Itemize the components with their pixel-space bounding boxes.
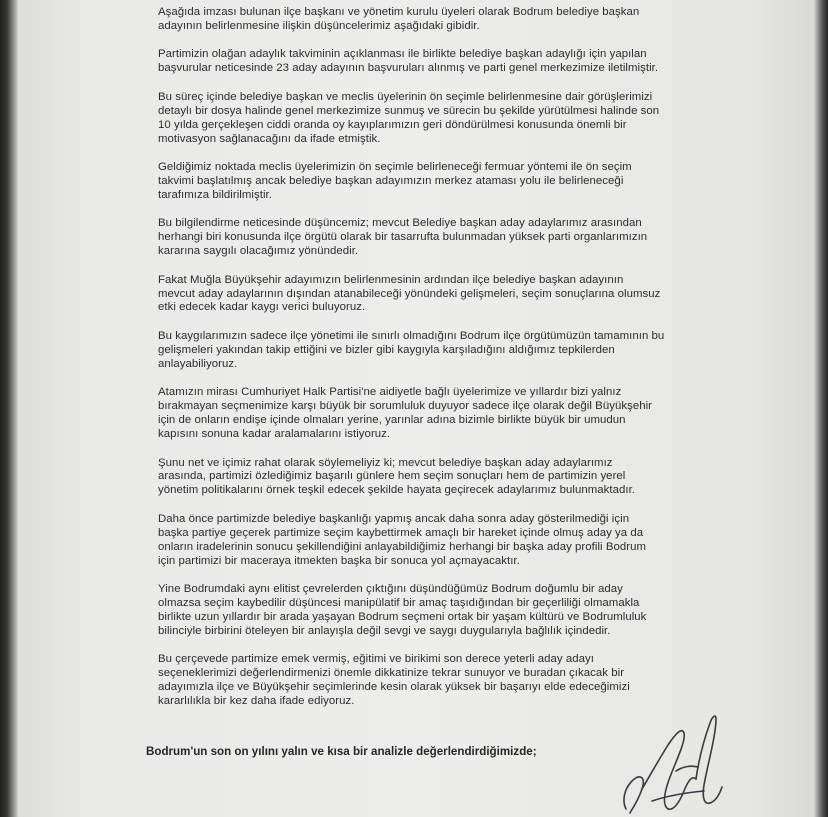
text-line: arasında, partimizi özlediğimiz başarılı günlere hem seçim sonuçları hem de partimizin yerel [158,470,626,483]
text-line: onların iradelerinin sonucu şekillendiğini anlayabildiğimiz herhangi bir başka aday profili Bodrum [158,540,647,553]
letter-body [158,6,718,723]
text-line: detaylı bir dosya halinde genel merkezimize sunmuş ve sürecin bu şekilde yürütülmesi halinde son [158,104,660,117]
paragraph [158,91,718,147]
text-line: gelişmeleri yakından takip ettiğini ve bizler gibi kaygıyla karşıladığını aldığımız tepkilerden [158,343,615,356]
text-line: adayının belirlenmesine ilişkin düşüncelerimiz aşağıdaki gibidir. [158,19,480,32]
paragraph [158,161,718,203]
text-line: Bu kaygılarımızın sadece ilçe yönetimi ile sınırlı olmadığını Bodrum ilçe örgütümüzün tamamının bu [158,329,665,342]
paragraph [158,457,718,499]
text-line: için de onların endişe içinde olmaları yerine, yarınlar adına bizimle birlikte büyük bir umudun [158,414,626,427]
paragraph [158,330,718,372]
text-line: tarafımıza bildirilmiştir. [158,188,272,201]
paragraph [158,217,718,259]
text-line: takvimi başlatılmış ancak belediye başkan adayımızın merkez ataması yolu ile belirleneceği [158,174,624,187]
text-line: Atamızın mirası Cumhuriyet Halk Partisi'ne aidiyetle bağlı üyelerimize ve yıllardır bizi yalnız [158,386,622,399]
text-line: kapısını sonuna kadar aralamalarını istiyoruz. [158,428,391,440]
paragraph [158,274,718,316]
photo-edge-right [814,0,828,817]
text-line: başvurular neticesinde 23 aday adayının başvuruları alınmış ve parti genel merkezimize iletilmiştir. [158,62,659,75]
paragraph [158,513,718,569]
text-line: kararlılıkla bir kez daha ifade ediyoruz. [158,694,355,707]
text-line: mevcut aday adaylarının dışından atanabileceği yönündeki gelişmeleri, seçim sonuçlarına olumsuz [158,287,661,300]
handwritten-signature [612,705,730,817]
text-line: adayımızla ilçe ve Büyükşehir seçimlerinde kesin olarak yüksek bir başarıyı elde edeceğimizi [158,681,630,694]
text-line: Bu süreç içinde belediye başkan ve meclis üyelerinin ön seçimle belirlenmesine dair görüşlerimizi [158,90,653,103]
text-line: birlikte uzun yıllardır bir arada yaşayan Bodrum seçmeni ortak bir yaşam kültürü ve Bodrumluluk [158,610,647,623]
text-line: Bu çerçevede partimize emek vermiş, eğitimi ve birikimi son derece yeterli aday adayı [158,653,594,666]
text-line: için partimizi bir maceraya itmekten başka bir sonuca yol açmayacaktır. [158,554,520,567]
photo-edge-left [0,0,18,817]
text-line: etki edecek kadar kaygı verici buluyoruz. [158,301,366,314]
text-line: Şunu net ve içimiz rahat olarak söylemeliyiz ki; mevcut belediye başkan aday adaylarımız [158,456,613,469]
text-line: Bu bilgilendirme neticesinde düşüncemiz; mevcut Belediye başkan aday adaylarımız arasından [158,217,642,230]
text-line: kararına saygılı olacağımız yönündedir. [158,245,359,258]
paragraph [158,583,718,639]
text-line: Yine Bodrumdaki aynı elitist çevrelerden çıktığını düşündüğümüz Bodrum doğumlu bir aday [158,583,623,596]
text-line: seçeneklerimizi değerlendirmenizi önemle dikkatinize tekrar sunuyor ve buradan çıkacak bir [158,667,625,680]
text-line: 10 yılda gerçekleşen ciddi oranda oy kayıplarımızın geri döndürülmesi konusunda önemli bir [158,118,627,131]
text-line: yönetim politikalarını örnek teşkil edecek şekilde hayata geçirecek adaylarımız bulunmaktadır. [158,484,636,497]
text-line: Aşağıda imzası bulunan ilçe başkanı ve yönetim kurulu üyeleri olarak Bodrum belediye başkan [158,6,640,18]
paragraph [158,653,718,709]
text-line: Fakat Muğla Büyükşehir adayımızın belirlenmesinin ardından ilçe belediye başkan adayının [158,273,624,286]
text-line: Geldiğimiz noktada meclis üyelerimizin ön seçimle belirleneceği fermuar yöntemi ile ön seçim [158,161,632,174]
text-line: bırakmayan seçmenimize karşı büyük bir sorumluluk duyuyor sadece ilçe olarak değil Büyükşehir [158,400,653,413]
paragraph [158,48,718,76]
paragraph [158,386,718,442]
text-line: olmazsa seçim kaybedilir düşüncesi manipülatif bir amaç taşıdığından bir geçerliliği olmamakla [158,596,640,609]
closing-line: Bodrum'un son on yılını yalın ve kısa bir analizle değerlendirdiğimizde; [146,745,537,758]
text-line: Partimizin olağan adaylık takviminin açıklanması ile birlikte belediye başkan adaylığı için yapılan [158,48,647,61]
text-line: başka partiye geçerek partimize seçim kaybettirmek amaçlı bir hareket içinde olmuş aday ya da [158,526,644,539]
text-line: bilinciyle birbirini öteleyen bir anlayışla değil sevgi ve saygı duygularıyla bağlılık içindedir. [158,624,611,637]
text-line: herhangi biri konusunda ilçe örgütü olarak bir tasarrufta bulunmadan yüksek parti organlarımızın [158,231,648,244]
text-line: Daha önce partimizde belediye başkanlığı yapmış ancak daha sonra aday gösterilmediği için [158,512,630,525]
text-line: anlayabiliyoruz. [158,357,238,370]
text-line: motivasyon sağlanacağını da ifade etmiştik. [158,132,381,145]
paragraph [158,6,718,34]
